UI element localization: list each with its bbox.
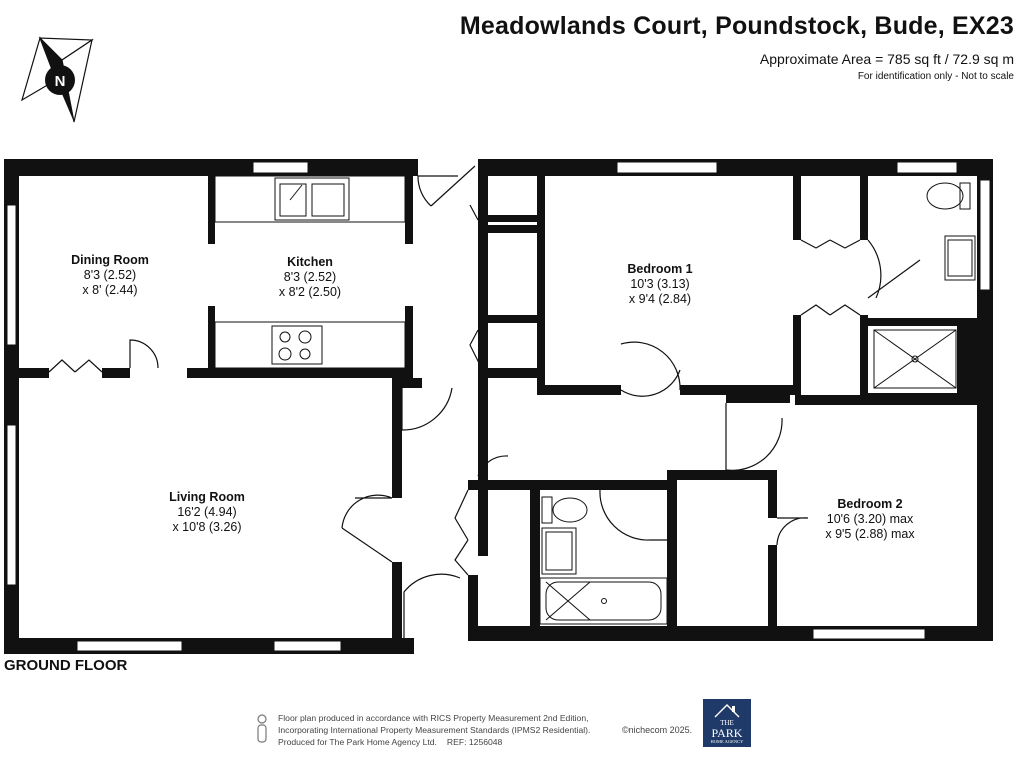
floor-label: GROUND FLOOR [4,657,128,674]
house-roof-icon [703,699,751,721]
approximate-area: Approximate Area = 785 sq ft / 72.9 sq m [759,51,1014,67]
room-bedroom1-dim2: x 9'4 (2.84) [628,292,692,306]
room-bedroom2-name: Bedroom 2 [837,497,903,511]
room-kitchen-dim2: x 8'2 (2.50) [278,285,342,299]
room-kitchen [240,255,380,300]
room-bedroom1-name: Bedroom 1 [627,262,693,276]
room-living [137,490,277,535]
agency-logo [703,699,751,747]
room-dining-dim1: 8'3 (2.52) [83,268,137,282]
room-living-name: Living Room [169,490,245,504]
logo-line2: PARK [711,726,743,740]
room-bedroom1 [590,262,730,307]
compass-letter: N [54,73,66,90]
footer-line3: Produced for The Park Home Agency Ltd. [278,737,437,747]
scale-note: For identification only - Not to scale [857,71,1014,82]
logo-line1: THE [720,719,734,727]
room-bedroom1-dim1: 10'3 (3.13) [630,277,690,291]
property-title: Meadowlands Court, Poundstock, Bude, EX23 [459,12,1014,40]
footer-ref: REF: 1256048 [446,737,503,747]
footer-line2: Incorporating International Property Measurement Standards (IPMS2 Residential). [278,725,591,735]
room-dining-dim2: x 8' (2.44) [82,283,138,297]
room-bedroom2-dim2: x 9'5 (2.88) max [825,527,915,541]
copyright: ©nichecom 2025. [622,725,693,735]
room-kitchen-name: Kitchen [287,255,333,269]
logo-line3: HOME AGENCY [710,739,744,744]
room-living-dim2: x 10'8 (3.26) [172,520,242,534]
person-icon [252,714,272,744]
room-kitchen-dim1: 8'3 (2.52) [283,270,337,284]
room-living-dim1: 16'2 (4.94) [177,505,237,519]
room-bedroom2-dim1: 10'6 (3.20) max [826,512,914,526]
room-dining [40,253,180,298]
room-dining-name: Dining Room [71,253,149,267]
room-bedroom2 [800,497,940,542]
footer-line1: Floor plan produced in accordance with RICS Property Measurement 2nd Edition, [278,713,589,723]
footer-text [278,712,590,748]
